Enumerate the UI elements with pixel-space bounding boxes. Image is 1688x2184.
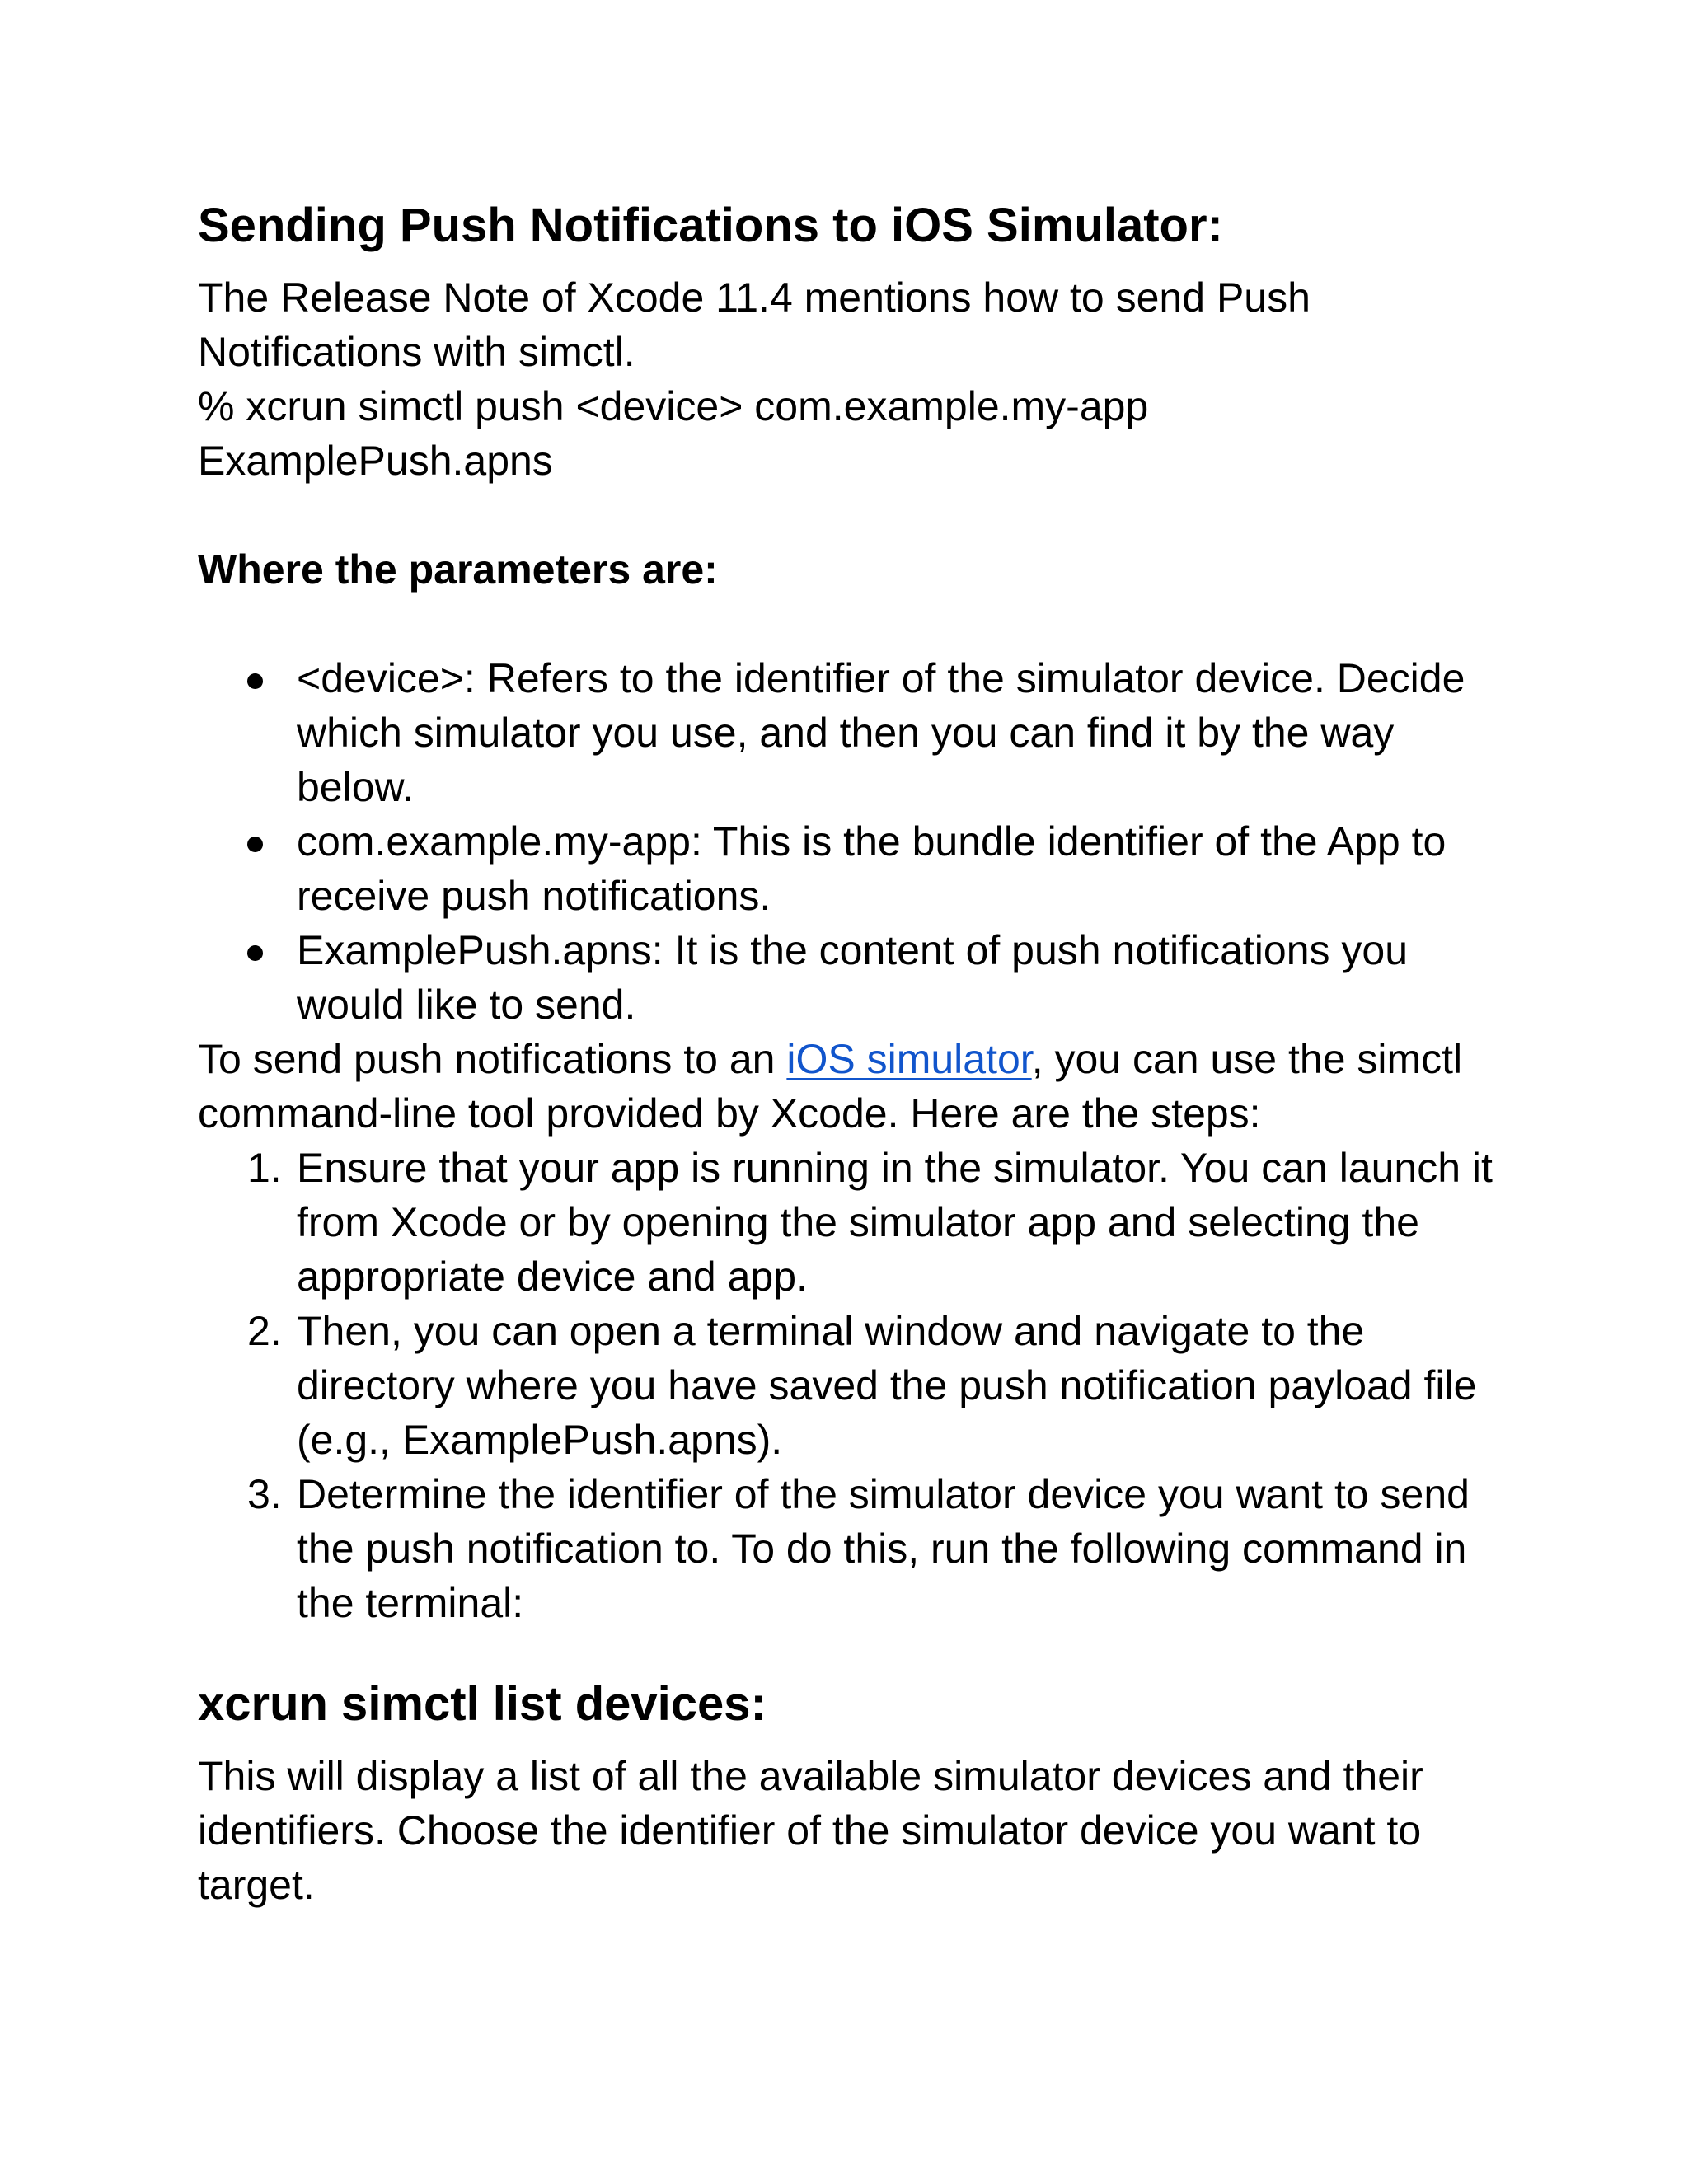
closing-paragraph: This will display a list of all the available simulator devices and their identifiers. Choose the identifier of the simulator device you want to target. <box>198 1753 1423 1908</box>
intro-line-2: Notifications with simctl. <box>198 329 635 375</box>
steps-intro-text: To send push notifications to an <box>198 1036 787 1082</box>
param-item-payload <box>198 923 1500 1032</box>
step-text: Then, you can open a terminal window and navigate to the directory where you have saved the push notification payload file (e.g., ExamplePush.apns). <box>297 1308 1477 1463</box>
bullet-icon <box>247 945 263 961</box>
section-heading-list-devices: xcrun simctl list devices: <box>198 1677 767 1731</box>
params-heading: Where the parameters are: <box>198 546 718 593</box>
param-text: <device>: Refers to the identifier of the simulator device. Decide which simulator you use, and then you can find it by the way below. <box>297 655 1465 810</box>
step-number: 3. <box>247 1471 282 1517</box>
params-list <box>198 651 1500 1032</box>
command-line-2: ExamplePush.apns <box>198 438 553 484</box>
bullet-icon <box>247 837 263 852</box>
command-line-1: % xcrun simctl push <device> com.example.my-app <box>198 383 1149 429</box>
param-item-bundle-id <box>198 814 1500 923</box>
steps-intro-line-1 <box>198 1032 1500 1086</box>
ios-simulator-link[interactable]: iOS simulator <box>786 1036 1032 1082</box>
bullet-icon <box>247 673 263 689</box>
step-number: 2. <box>247 1308 282 1354</box>
step-number: 1. <box>247 1145 282 1191</box>
steps-list <box>198 1141 1500 1630</box>
step-text: Ensure that your app is running in the simulator. You can launch it from Xcode or by opening the simulator app and selecting the appropriate device and app. <box>297 1145 1493 1300</box>
param-item-device <box>198 651 1500 814</box>
steps-intro-line-2: command-line tool provided by Xcode. Here are the steps: <box>198 1090 1261 1137</box>
step-text: Determine the identifier of the simulator device you want to send the push notification to. To do this, run the following command in the terminal: <box>297 1471 1470 1626</box>
param-text: com.example.my-app: This is the bundle identifier of the App to receive push notifications. <box>297 818 1447 919</box>
page-title: Sending Push Notifications to iOS Simulator: <box>198 199 1223 252</box>
step-item <box>198 1141 1500 1304</box>
step-item <box>198 1467 1500 1630</box>
steps-intro-text-after: , you can use the simctl <box>1031 1036 1463 1082</box>
step-item <box>198 1304 1500 1467</box>
intro-line-1: The Release Note of Xcode 11.4 mentions how to send Push <box>198 274 1311 321</box>
document-page <box>198 191 1500 1912</box>
param-text: ExamplePush.apns: It is the content of push notifications you would like to send. <box>297 927 1409 1028</box>
